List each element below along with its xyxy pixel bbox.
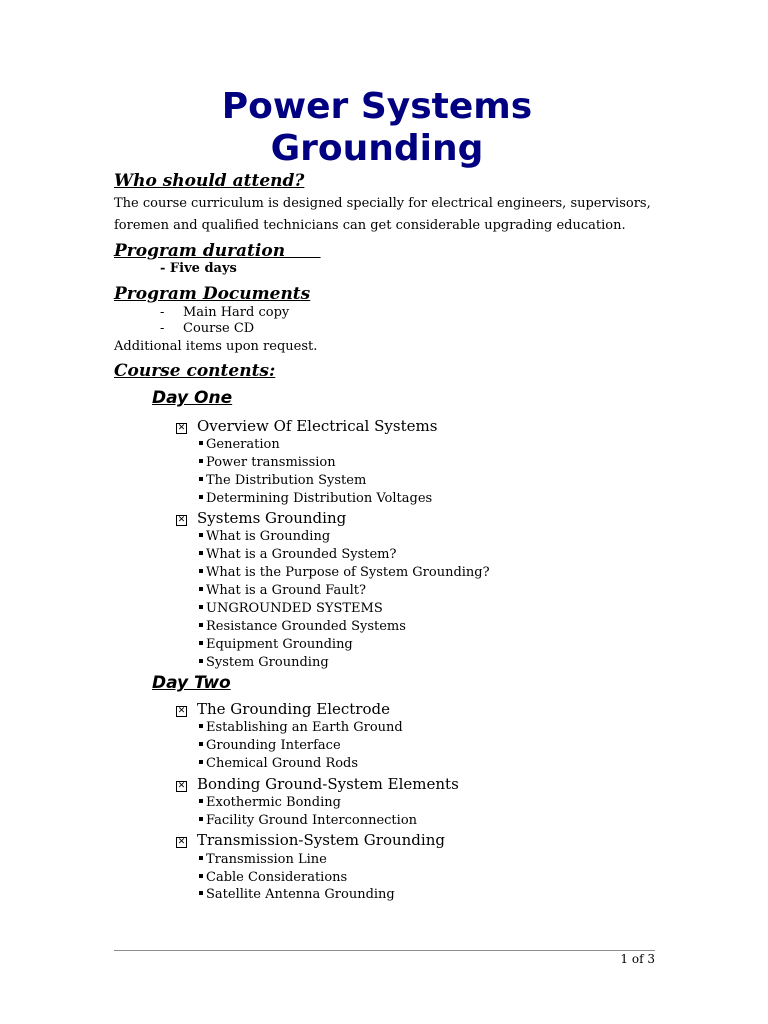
bullet-icon	[199, 659, 203, 663]
bullet-icon	[199, 641, 203, 645]
list-item	[199, 455, 336, 471]
list-item	[199, 491, 432, 507]
checkbox-icon: ✕	[177, 515, 186, 525]
list-item	[199, 852, 327, 868]
bullet-icon	[199, 477, 203, 481]
list-item-text: The Distribution System	[206, 473, 367, 488]
documents-note: Additional items upon request.	[114, 339, 318, 354]
bullet-icon	[199, 874, 203, 878]
list-item-text: What is the Purpose of System Grounding?	[206, 565, 490, 580]
bullet-icon	[199, 891, 203, 895]
topic-item	[176, 831, 445, 849]
list-item-text: System Grounding	[206, 655, 329, 670]
list-item-text: Grounding Interface	[206, 738, 341, 753]
list-item-text: Generation	[206, 437, 280, 452]
list-item-text: Establishing an Earth Ground	[206, 720, 403, 735]
list-item	[199, 473, 366, 489]
list-item-text: Facility Ground Interconnection	[206, 813, 418, 828]
day-one-heading: Day One	[152, 388, 233, 408]
list-item	[199, 637, 353, 653]
list-item	[199, 619, 406, 635]
doc-dash: -	[160, 305, 165, 320]
topic-item	[176, 417, 437, 435]
list-item	[199, 655, 329, 671]
page-number: 1 of 3	[620, 952, 655, 966]
topic-title: Systems Grounding	[197, 509, 347, 527]
page-title: Power Systems Grounding	[221, 86, 533, 169]
list-item	[199, 870, 347, 886]
list-item-text: Resistance Grounded Systems	[206, 619, 406, 634]
checkbox-icon: ✕	[177, 423, 186, 433]
footer-divider	[114, 950, 655, 951]
topic-item	[176, 775, 459, 793]
list-item-text: What is Grounding	[206, 529, 331, 544]
bullet-icon	[199, 459, 203, 463]
list-item	[199, 529, 330, 545]
heading-program-documents: Program Documents	[114, 284, 311, 304]
doc-item: Course CD	[183, 321, 255, 336]
list-item-text: Satellite Antenna Grounding	[206, 887, 395, 902]
bullet-icon	[199, 587, 203, 591]
bullet-icon	[199, 551, 203, 555]
checkbox-icon: ✕	[177, 781, 186, 791]
heading-course-contents: Course contents:	[114, 361, 276, 381]
list-item-text: Power transmission	[206, 455, 336, 470]
day-two-heading: Day Two	[152, 673, 231, 693]
attend-paragraph: The course curriculum is designed specially for electrical engineers, supervisors, foremen and qualified technicians can get considerable upgrading education.	[114, 196, 651, 233]
heading-program-duration: Program duration	[114, 241, 321, 261]
duration-value: - Five days	[160, 261, 237, 276]
bullet-icon	[199, 623, 203, 627]
bullet-icon	[199, 569, 203, 573]
bullet-icon	[199, 605, 203, 609]
list-item	[199, 601, 383, 617]
list-item	[199, 565, 490, 581]
list-item-text: What is a Ground Fault?	[206, 583, 366, 598]
doc-item: Main Hard copy	[183, 305, 290, 320]
list-item-text: UNGROUNDED SYSTEMS	[206, 601, 383, 616]
list-item	[199, 720, 403, 736]
heading-who-should-attend: Who should attend?	[114, 171, 305, 191]
list-item-text: Equipment Grounding	[206, 637, 353, 652]
topic-title: Bonding Ground-System Elements	[197, 775, 459, 793]
bullet-icon	[199, 533, 203, 537]
topic-title: Transmission-System Grounding	[197, 831, 445, 849]
bullet-icon	[199, 817, 203, 821]
bullet-icon	[199, 724, 203, 728]
list-item	[199, 795, 341, 811]
list-item	[199, 813, 417, 829]
topic-item	[176, 700, 390, 718]
topic-item	[176, 509, 346, 527]
list-item	[199, 738, 341, 754]
bullet-icon	[199, 856, 203, 860]
bullet-icon	[199, 495, 203, 499]
doc-dash: -	[160, 321, 165, 336]
bullet-icon	[199, 760, 203, 764]
list-item-text: What is a Grounded System?	[206, 547, 397, 562]
list-item-text: Transmission Line	[206, 852, 327, 867]
bullet-icon	[199, 799, 203, 803]
checkbox-icon: ✕	[177, 837, 186, 847]
list-item-text: Determining Distribution Voltages	[206, 491, 433, 506]
topic-title: The Grounding Electrode	[197, 700, 390, 718]
list-item-text: Chemical Ground Rods	[206, 756, 359, 771]
list-item	[199, 437, 280, 453]
bullet-icon	[199, 742, 203, 746]
list-item	[199, 583, 366, 599]
list-item	[199, 547, 396, 563]
list-item-text: Cable Considerations	[206, 870, 348, 885]
list-item-text: Exothermic Bonding	[206, 795, 341, 810]
bullet-icon	[199, 441, 203, 445]
topic-title: Overview Of Electrical Systems	[197, 417, 438, 435]
checkbox-icon: ✕	[177, 706, 186, 716]
list-item	[199, 887, 395, 903]
list-item	[199, 756, 358, 772]
